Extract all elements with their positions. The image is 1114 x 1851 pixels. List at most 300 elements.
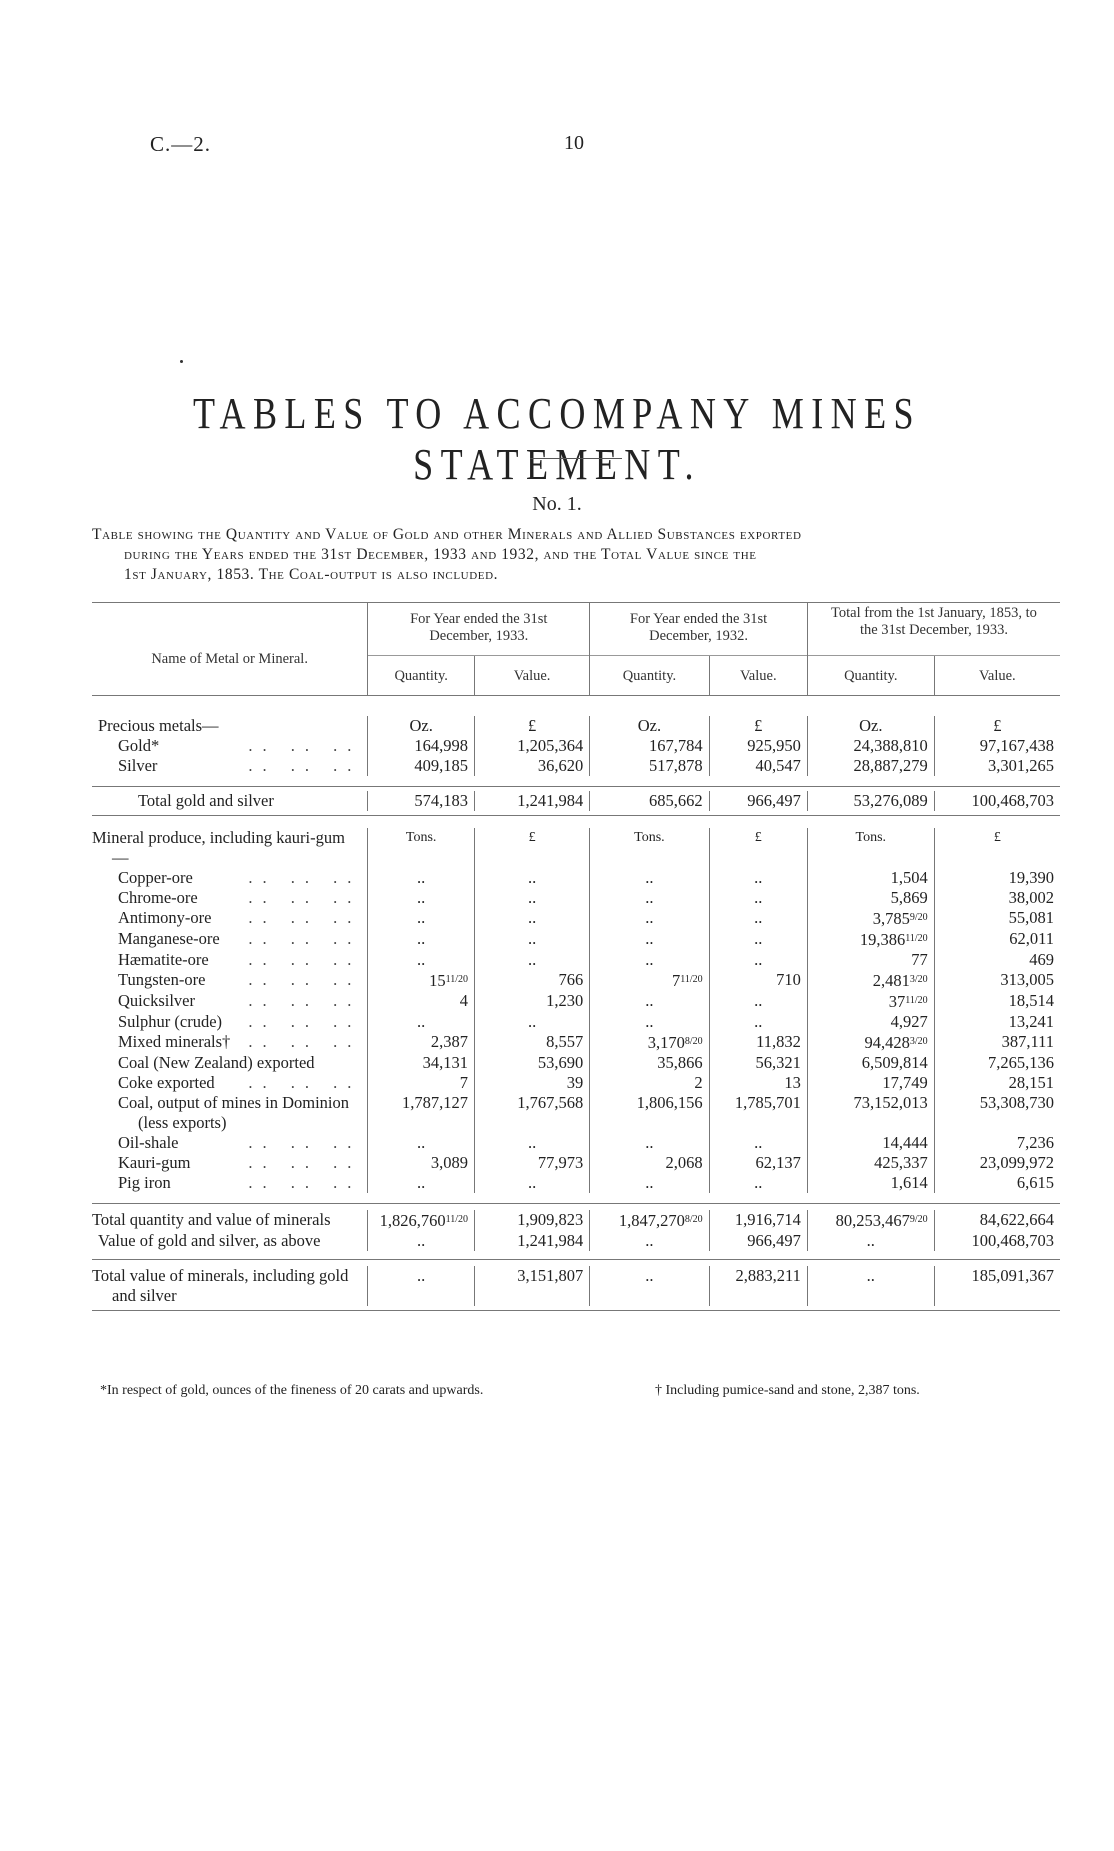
row-label: .. .. .. Pig iron xyxy=(118,1173,362,1192)
table-row xyxy=(92,908,1060,929)
cell-value: .. xyxy=(417,1012,426,1031)
page-number: 10 xyxy=(564,132,584,154)
table-row xyxy=(92,991,1060,1012)
cell-value: 56,321 xyxy=(755,1053,801,1072)
row-label: .. .. .. Gold* xyxy=(118,736,362,755)
cell-c4 xyxy=(709,868,807,888)
row-label: Coal (New Zealand) exported xyxy=(118,1053,315,1072)
cell-c1 xyxy=(368,1266,475,1306)
section-heading-minerals: Mineral produce, including kauri-gum— xyxy=(92,828,345,867)
cell-c3 xyxy=(590,1073,709,1093)
cell-c4 xyxy=(709,888,807,908)
section-heading-precious: Precious metals— xyxy=(98,716,219,735)
cell-c3 xyxy=(590,868,709,888)
cell-value: 28,887,279 xyxy=(853,756,928,775)
cell-c3 xyxy=(590,908,709,929)
unit-label: Oz. xyxy=(807,716,934,736)
cell-c4 xyxy=(709,756,807,776)
cell-value: 62,011 xyxy=(1009,929,1054,948)
cell-value: 7,236 xyxy=(1016,1133,1054,1152)
cell-c4 xyxy=(709,1032,807,1053)
cell-value: 53,276,089 xyxy=(853,791,928,810)
column-header-quantity-1933: Quantity. xyxy=(368,656,475,696)
cell-c6 xyxy=(934,888,1060,908)
cell-value: 1,767,568 xyxy=(517,1093,584,1112)
cell-value: 5,869 xyxy=(890,888,928,907)
cell-c6 xyxy=(934,970,1060,991)
cell-value: 1,205,364 xyxy=(517,736,584,755)
unit-label: £ xyxy=(709,828,807,868)
cell-value: 15 xyxy=(429,971,446,990)
cell-c2 xyxy=(475,1173,590,1193)
cell-value: 1,826,760 xyxy=(379,1211,446,1230)
cell-value: 1,614 xyxy=(890,1173,928,1192)
cell-c5 xyxy=(807,1266,934,1306)
cell-fraction: 3/20 xyxy=(909,974,928,985)
cell-c6 xyxy=(934,1173,1060,1193)
unit-label: Tons. xyxy=(368,828,475,868)
cell-value: .. xyxy=(528,1012,537,1031)
row-label: .. .. .. Chrome-ore xyxy=(118,888,362,907)
row-label: .. .. .. Quicksilver xyxy=(118,991,362,1010)
cell-value: 40,547 xyxy=(755,756,801,775)
cell-value: .. xyxy=(528,1173,537,1192)
cell-value: 3,785 xyxy=(872,909,910,928)
cell-value: .. xyxy=(528,929,537,948)
cell-c3 xyxy=(590,1210,709,1231)
cell-c6 xyxy=(934,1053,1060,1073)
unit-label: Oz. xyxy=(368,716,475,736)
table-row-subtotal xyxy=(92,791,1060,811)
cell-value: 37 xyxy=(888,992,906,1011)
cell-value: 6,509,814 xyxy=(861,1053,928,1072)
cell-value: .. xyxy=(754,908,763,927)
cell-value: 4,927 xyxy=(890,1012,928,1031)
cell-value: 1,785,701 xyxy=(734,1093,801,1112)
cell-value: .. xyxy=(645,991,654,1010)
cell-c3 xyxy=(590,991,709,1012)
column-group-1932: For Year ended the 31st December, 1932. xyxy=(590,603,808,656)
cell-c1 xyxy=(368,736,475,756)
cell-value: 517,878 xyxy=(649,756,703,775)
cell-value: .. xyxy=(528,908,537,927)
cell-value: .. xyxy=(866,1266,875,1285)
row-label: .. .. .. Sulphur (crude) xyxy=(118,1012,362,1031)
cell-c2 xyxy=(475,1231,590,1251)
cell-value: .. xyxy=(754,950,763,969)
cell-c6 xyxy=(934,1133,1060,1153)
cell-c1 xyxy=(368,1093,475,1133)
cell-value: 13 xyxy=(784,1073,801,1092)
cell-value: 2,481 xyxy=(872,971,910,990)
unit-label: £ xyxy=(709,716,807,736)
cell-value: 73,152,013 xyxy=(853,1093,928,1112)
cell-c1 xyxy=(368,1133,475,1153)
cell-value: 7,265,136 xyxy=(988,1053,1054,1072)
cell-c2 xyxy=(475,1053,590,1073)
cell-c4 xyxy=(709,1133,807,1153)
cell-c1 xyxy=(368,1073,475,1093)
cell-c6 xyxy=(934,1073,1060,1093)
cell-value: 3,089 xyxy=(430,1153,469,1172)
column-header-name: Name of Metal or Mineral. xyxy=(151,650,308,667)
cell-c4 xyxy=(709,1266,807,1306)
cell-c6 xyxy=(934,1266,1060,1306)
cell-value: .. xyxy=(754,1012,763,1031)
cell-value: 35,866 xyxy=(657,1053,703,1072)
cell-value: 185,091,367 xyxy=(971,1266,1054,1285)
cell-value: 164,998 xyxy=(414,736,469,755)
cell-c2 xyxy=(475,1133,590,1153)
cell-value: .. xyxy=(754,991,763,1010)
cell-c5 xyxy=(807,991,934,1012)
cell-value: .. xyxy=(528,868,537,887)
cell-c5 xyxy=(807,791,934,811)
cell-c1 xyxy=(368,1032,475,1053)
cell-value: 3,151,807 xyxy=(517,1266,584,1285)
cell-c2 xyxy=(475,1032,590,1053)
cell-c3 xyxy=(590,791,709,811)
cell-c3 xyxy=(590,1012,709,1032)
table-bottom-rule xyxy=(92,1311,1060,1312)
cell-value: 313,005 xyxy=(1000,970,1054,989)
table-row-gold-silver xyxy=(92,1231,1060,1251)
cell-c4 xyxy=(709,1053,807,1073)
cell-fraction: 8/20 xyxy=(684,1214,703,1225)
cell-value: 11,832 xyxy=(756,1032,801,1051)
caption-line-2: during the Years ended the 31st December, 1933 and 1932, and the Total Value since the xyxy=(124,546,757,563)
cell-value: 1,230 xyxy=(546,991,584,1010)
cell-value: .. xyxy=(645,929,654,948)
cell-value: 469 xyxy=(1029,950,1054,969)
cell-value: 387,111 xyxy=(1001,1032,1054,1051)
cell-value: 19,386 xyxy=(859,930,906,949)
table-row-grand-total xyxy=(92,1266,1060,1306)
cell-value: .. xyxy=(754,929,763,948)
cell-value: .. xyxy=(528,888,537,907)
cell-c5 xyxy=(807,970,934,991)
footnote-gold: *In respect of gold, ounces of the fineness of 20 carats and upwards. xyxy=(100,1383,484,1398)
cell-c1 xyxy=(368,970,475,991)
cell-c3 xyxy=(590,1032,709,1053)
cell-value: .. xyxy=(645,1012,654,1031)
cell-c1 xyxy=(368,1231,475,1251)
cell-c6 xyxy=(934,736,1060,756)
table-row xyxy=(92,1093,1060,1133)
cell-c6 xyxy=(934,1231,1060,1251)
cell-value: 8,557 xyxy=(546,1032,584,1051)
row-label: .. .. .. Mixed minerals† xyxy=(118,1032,362,1051)
cell-value: 28,151 xyxy=(1008,1073,1054,1092)
cell-c3 xyxy=(590,1053,709,1073)
cell-c5 xyxy=(807,929,934,950)
row-label: .. .. .. Tungsten-ore xyxy=(118,970,362,989)
cell-c5 xyxy=(807,1032,934,1053)
table-row xyxy=(92,736,1060,756)
column-group-1933: For Year ended the 31st December, 1933. xyxy=(368,603,590,656)
cell-value: 2,387 xyxy=(430,1032,469,1051)
cell-value: .. xyxy=(645,888,654,907)
cell-c6 xyxy=(934,1210,1060,1231)
cell-c6 xyxy=(934,1012,1060,1032)
table-row xyxy=(92,929,1060,950)
cell-c3 xyxy=(590,756,709,776)
cell-c6 xyxy=(934,929,1060,950)
cell-fraction: 3/20 xyxy=(909,1036,928,1047)
cell-value: .. xyxy=(417,1231,426,1250)
cell-value: .. xyxy=(645,950,654,969)
cell-c4 xyxy=(709,1012,807,1032)
cell-c5 xyxy=(807,908,934,929)
cell-value: 925,950 xyxy=(747,736,801,755)
cell-c6 xyxy=(934,1032,1060,1053)
cell-value: .. xyxy=(754,868,763,887)
cell-value: 7 xyxy=(671,971,681,990)
cell-value: 53,308,730 xyxy=(979,1093,1054,1112)
cell-value: 425,337 xyxy=(874,1153,928,1172)
cell-value: 2,068 xyxy=(665,1153,703,1172)
unit-label: £ xyxy=(475,828,590,868)
table-row xyxy=(92,1032,1060,1053)
cell-value: 966,497 xyxy=(747,791,801,810)
cell-value: 3,170 xyxy=(647,1033,685,1052)
row-label: .. .. .. Antimony-ore xyxy=(118,908,362,927)
unit-label: Tons. xyxy=(807,828,934,868)
cell-value: 38,002 xyxy=(1008,888,1054,907)
cell-value: 3,301,265 xyxy=(988,756,1054,775)
cell-value: .. xyxy=(417,888,426,907)
cell-value: 34,131 xyxy=(422,1053,469,1072)
cell-value: .. xyxy=(754,1133,763,1152)
cell-value: 100,468,703 xyxy=(971,1231,1054,1250)
cell-c4 xyxy=(709,991,807,1012)
table-number: No. 1. xyxy=(532,493,582,515)
table-row xyxy=(92,1053,1060,1073)
cell-c5 xyxy=(807,950,934,970)
title-divider xyxy=(530,458,622,459)
table-row xyxy=(92,1133,1060,1153)
cell-value: 23,099,972 xyxy=(979,1153,1054,1172)
cell-value: .. xyxy=(417,929,426,948)
cell-c1 xyxy=(368,791,475,811)
row-label: Coal, output of mines in Dominion (less exports) xyxy=(118,1093,349,1132)
cell-value: 1,504 xyxy=(890,868,928,887)
cell-value: 55,081 xyxy=(1008,908,1054,927)
cell-c2 xyxy=(475,791,590,811)
cell-value: 84,622,664 xyxy=(979,1210,1054,1229)
cell-value: 100,468,703 xyxy=(971,791,1054,810)
cell-value: 1,916,714 xyxy=(734,1210,801,1229)
cell-c1 xyxy=(368,908,475,929)
cell-value: 24,388,810 xyxy=(853,736,928,755)
cell-value: 2 xyxy=(694,1073,703,1092)
cell-c5 xyxy=(807,1093,934,1133)
cell-value: 685,662 xyxy=(649,791,703,810)
unit-label: Tons. xyxy=(590,828,709,868)
minerals-table xyxy=(92,602,1060,1311)
cell-value: 409,185 xyxy=(414,756,469,775)
cell-value: 2,883,211 xyxy=(735,1266,801,1285)
cell-c5 xyxy=(807,756,934,776)
row-label: .. .. .. Oil-shale xyxy=(118,1133,362,1152)
cell-c2 xyxy=(475,991,590,1012)
cell-value: .. xyxy=(645,1231,654,1250)
cell-c1 xyxy=(368,868,475,888)
cell-value: .. xyxy=(528,1133,537,1152)
cell-value: 36,620 xyxy=(537,756,584,775)
cell-value: 77,973 xyxy=(537,1153,584,1172)
row-label: .. .. .. Copper-ore xyxy=(118,868,362,887)
cell-value: 77 xyxy=(911,950,928,969)
cell-c4 xyxy=(709,736,807,756)
cell-value: 7 xyxy=(459,1073,469,1092)
cell-fraction: 11/20 xyxy=(445,1214,469,1225)
cell-fraction: 11/20 xyxy=(680,974,703,985)
cell-c5 xyxy=(807,888,934,908)
caption-line-1: Table showing the Quantity and Value of Gold and other Minerals and Allied Substances exported xyxy=(92,526,802,543)
cell-c2 xyxy=(475,868,590,888)
table-caption xyxy=(92,525,1060,585)
cell-c2 xyxy=(475,1266,590,1306)
cell-c3 xyxy=(590,950,709,970)
cell-value: .. xyxy=(645,908,654,927)
cell-value: .. xyxy=(754,1173,763,1192)
cell-c1 xyxy=(368,1012,475,1032)
cell-c6 xyxy=(934,868,1060,888)
cell-value: 766 xyxy=(558,970,584,989)
cell-c6 xyxy=(934,1093,1060,1133)
unit-label: £ xyxy=(475,716,590,736)
cell-c2 xyxy=(475,1210,590,1231)
row-label: .. .. .. Silver xyxy=(118,756,362,775)
cell-value: .. xyxy=(645,1173,654,1192)
cell-c5 xyxy=(807,1073,934,1093)
cell-c6 xyxy=(934,756,1060,776)
table-body xyxy=(92,716,1060,1311)
cell-value: 966,497 xyxy=(747,1231,801,1250)
footnote-mixed-minerals: † Including pumice-sand and stone, 2,387 tons. xyxy=(655,1383,920,1398)
cell-value: .. xyxy=(417,950,426,969)
stray-mark xyxy=(180,360,183,363)
cell-c4 xyxy=(709,950,807,970)
cell-value: 13,241 xyxy=(1008,1012,1054,1031)
cell-value: 710 xyxy=(776,970,801,989)
cell-c3 xyxy=(590,736,709,756)
cell-value: 80,253,467 xyxy=(835,1211,910,1230)
cell-c4 xyxy=(709,1210,807,1231)
section-heading-row xyxy=(92,828,1060,868)
cell-c6 xyxy=(934,950,1060,970)
cell-c1 xyxy=(368,1153,475,1173)
column-header-value-1932: Value. xyxy=(709,656,807,696)
cell-value: 39 xyxy=(566,1073,584,1092)
cell-fraction: 11/20 xyxy=(905,933,928,944)
row-label: .. .. .. Manganese-ore xyxy=(118,929,362,948)
cell-c4 xyxy=(709,1093,807,1133)
cell-c2 xyxy=(475,1012,590,1032)
cell-c2 xyxy=(475,908,590,929)
cell-c5 xyxy=(807,1133,934,1153)
row-label: .. .. .. Hæmatite-ore xyxy=(118,950,362,969)
cell-c1 xyxy=(368,1210,475,1231)
table-row-total xyxy=(92,1210,1060,1231)
cell-value: 574,183 xyxy=(414,791,469,810)
cell-c1 xyxy=(368,756,475,776)
cell-c3 xyxy=(590,1231,709,1251)
cell-value: .. xyxy=(417,1173,426,1192)
cell-value: 1,787,127 xyxy=(402,1093,469,1112)
table-row xyxy=(92,950,1060,970)
cell-value: 62,137 xyxy=(755,1153,801,1172)
cell-c2 xyxy=(475,1093,590,1133)
cell-c1 xyxy=(368,991,475,1012)
cell-value: 18,514 xyxy=(1008,991,1054,1010)
cell-c3 xyxy=(590,929,709,950)
column-header-quantity-1932: Quantity. xyxy=(590,656,709,696)
cell-c1 xyxy=(368,888,475,908)
cell-value: .. xyxy=(645,1266,654,1285)
cell-fraction: 9/20 xyxy=(909,912,928,923)
caption-line-3: 1st January, 1853. The Coal-output is also included. xyxy=(124,566,499,583)
cell-c2 xyxy=(475,1073,590,1093)
cell-c5 xyxy=(807,1153,934,1173)
row-label: .. .. .. Coke exported xyxy=(118,1073,362,1092)
cell-value: .. xyxy=(417,1133,426,1152)
cell-value: 53,690 xyxy=(537,1053,584,1072)
table-row xyxy=(92,868,1060,888)
cell-c2 xyxy=(475,888,590,908)
cell-value: .. xyxy=(866,1231,875,1250)
cell-c4 xyxy=(709,1073,807,1093)
cell-fraction: 9/20 xyxy=(909,1214,928,1225)
cell-c4 xyxy=(709,1153,807,1173)
column-header-quantity-total: Quantity. xyxy=(807,656,934,696)
row-label: Total gold and silver xyxy=(138,791,274,810)
unit-label: Oz. xyxy=(590,716,709,736)
page-title: TABLES TO ACCOMPANY MINES STATEMENT. xyxy=(193,389,921,489)
cell-c4 xyxy=(709,1231,807,1251)
cell-c1 xyxy=(368,950,475,970)
cell-c2 xyxy=(475,736,590,756)
cell-c6 xyxy=(934,908,1060,929)
cell-value: 167,784 xyxy=(649,736,703,755)
cell-c5 xyxy=(807,1210,934,1231)
cell-c3 xyxy=(590,1093,709,1133)
column-header-value-total: Value. xyxy=(934,656,1060,696)
cell-value: .. xyxy=(417,908,426,927)
cell-value: .. xyxy=(417,868,426,887)
cell-value: .. xyxy=(645,1133,654,1152)
table-row xyxy=(92,1012,1060,1032)
cell-c3 xyxy=(590,1173,709,1193)
column-header-value-1933: Value. xyxy=(475,656,590,696)
cell-value: 97,167,438 xyxy=(979,736,1054,755)
cell-c2 xyxy=(475,970,590,991)
cell-value: .. xyxy=(754,888,763,907)
table-row xyxy=(92,970,1060,991)
unit-label: £ xyxy=(934,828,1060,868)
cell-c6 xyxy=(934,791,1060,811)
cell-c6 xyxy=(934,991,1060,1012)
cell-c1 xyxy=(368,929,475,950)
cell-c1 xyxy=(368,1053,475,1073)
cell-c3 xyxy=(590,1133,709,1153)
cell-c5 xyxy=(807,736,934,756)
row-label: Total value of minerals, including gold and silver xyxy=(92,1266,349,1305)
column-group-total: Total from the 1st January, 1853, to the 31st December, 1933. xyxy=(807,603,1060,656)
cell-fraction: 8/20 xyxy=(684,1036,703,1047)
cell-fraction: 11/20 xyxy=(905,995,928,1006)
